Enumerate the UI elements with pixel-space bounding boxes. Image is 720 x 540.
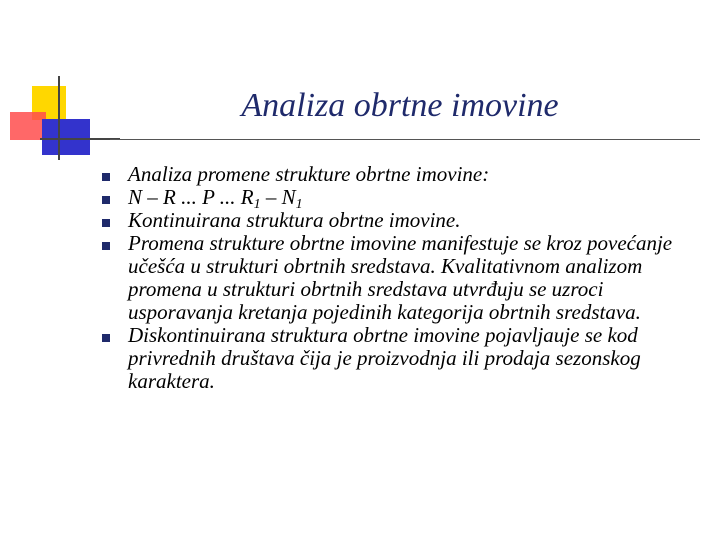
bullet-item-1 [98, 163, 688, 186]
square-bullet-icon [102, 242, 110, 250]
bullet-item-4 [98, 232, 688, 324]
slide-title: Analiza obrtne imovine [241, 87, 559, 124]
logo-vertical-line [58, 76, 60, 160]
bullet-item-2 [98, 185, 688, 212]
square-bullet-icon [102, 334, 110, 342]
square-bullet-icon [102, 219, 110, 227]
bullet-text: Analiza promene strukture obrtne imovine: [128, 162, 490, 186]
bullet-list [98, 163, 688, 393]
logo-red-square [10, 112, 46, 140]
logo-blue-square [42, 119, 90, 155]
bullet-item-5 [98, 324, 688, 393]
square-bullet-icon [102, 196, 110, 204]
title-underline [110, 139, 700, 140]
square-bullet-icon [102, 173, 110, 181]
bullet-text: Promena strukture obrtne imovine manifestuje se kroz povećanje učešća u strukturi obrtnih sredstava. Kvalitativnom analizom promena u strukturi obrtnih sredstava utvrđuju se uzroci usporavanja kretanja pojedinih kategorija obrtnih sredstava. [128, 231, 673, 324]
slide-template-logo-icon [0, 0, 120, 170]
logo-horizontal-line [40, 138, 120, 140]
bullet-item-3 [98, 209, 688, 232]
formula-text: N – R ... P ... $R_1 - N_1$ [128, 185, 303, 212]
bullet-text: Diskontinuirana struktura obrtne imovine pojavljauje se kod privrednih društava čija je proizvodnja ili prodaja sezonskog karaktera. [128, 323, 641, 393]
bullet-text: Kontinuirana struktura obrtne imovine. [128, 208, 461, 232]
